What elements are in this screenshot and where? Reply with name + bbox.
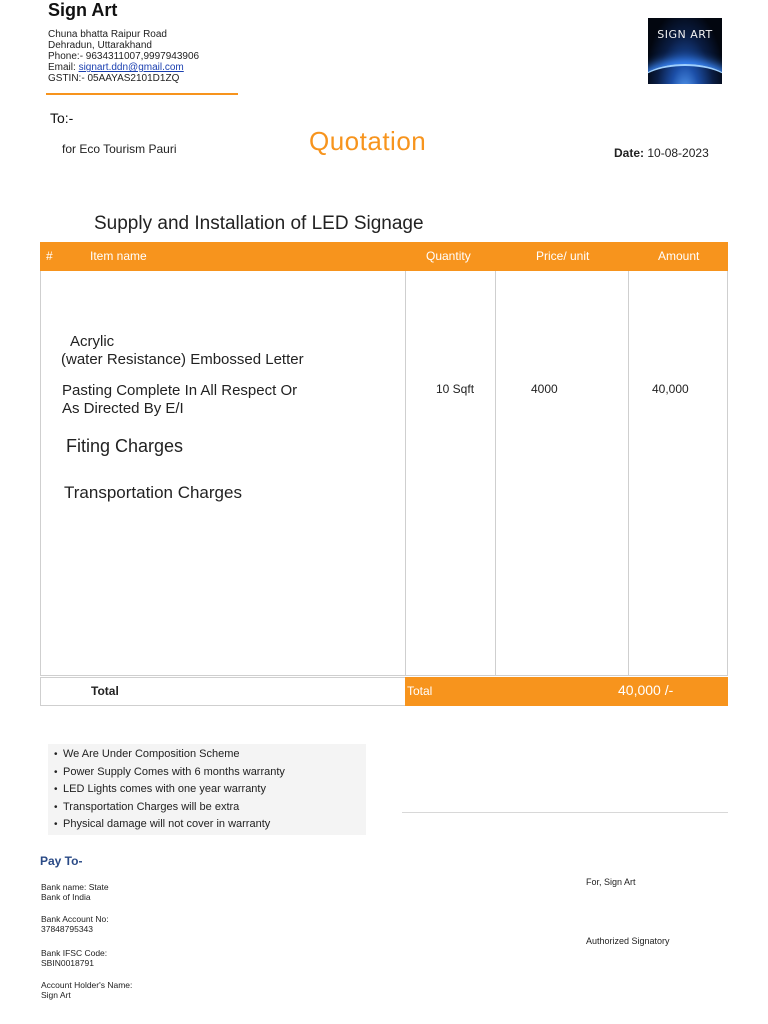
header-amount: Amount <box>658 249 700 263</box>
bank-name-line-1: Bank name: State <box>41 882 109 892</box>
company-email-link[interactable]: signart.ddn@gmail.com <box>78 62 184 73</box>
header-number: # <box>46 249 53 263</box>
item-line-3: Pasting Complete In All Respect Or <box>62 382 298 399</box>
bank-name-line-2: Bank of India <box>41 892 91 902</box>
table-header <box>40 242 728 271</box>
date-label: Date: <box>614 146 645 160</box>
quotation-subject: Supply and Installation of LED Signage <box>94 213 424 234</box>
company-phone: Phone:- 9634311007,9997943906 <box>48 51 200 62</box>
terms-notes <box>48 744 366 835</box>
header-item-name: Item name <box>90 249 147 263</box>
bank-account <box>41 914 161 934</box>
logo-earth-arc <box>648 64 722 84</box>
header-price: Price/ unit <box>536 249 590 263</box>
list-item: • LED Lights comes with one year warranty <box>63 781 366 799</box>
item-line-1: Acrylic <box>70 333 115 350</box>
company-logo <box>648 18 722 84</box>
holder-label: Account Holder's Name: <box>41 980 133 990</box>
company-gstin: GSTIN:- 05AAYAS2101D1ZQ <box>48 73 180 84</box>
ifsc-code: SBIN0018791 <box>41 958 94 968</box>
item-line-2: (water Resistance) Embossed Letter <box>61 351 304 368</box>
pay-to-heading: Pay To- <box>40 854 83 868</box>
total-value: 40,000 /- <box>618 682 674 698</box>
total-right-label: Total <box>407 684 433 698</box>
logo-text: SIGN ART <box>657 28 713 41</box>
item-line-5: Fiting Charges <box>66 436 184 456</box>
address-line-2: Dehradun, Uttarakhand <box>48 40 152 51</box>
date-value: 10-08-2023 <box>647 146 709 160</box>
item-line-4: As Directed By E/I <box>62 400 184 417</box>
bank-name <box>41 882 161 902</box>
ifsc-label: Bank IFSC Code: <box>41 948 108 958</box>
list-item: • Power Supply Comes with 6 months warranty <box>63 764 366 782</box>
total-right-cell <box>405 677 728 706</box>
table-body <box>40 271 728 676</box>
company-address <box>48 29 199 84</box>
cell-price: 4000 <box>531 382 558 396</box>
item-line-6: Transportation Charges <box>64 483 242 502</box>
column-divider-price <box>495 271 496 676</box>
list-item: • Transportation Charges will be extra <box>63 799 366 817</box>
for-company-label: For, Sign Art <box>586 877 636 887</box>
total-row <box>40 677 728 706</box>
address-line-1: Chuna bhatta Raipur Road <box>48 29 167 40</box>
header-quantity: Quantity <box>426 249 471 263</box>
holder-name: Sign Art <box>41 990 71 1000</box>
items-table <box>40 242 728 706</box>
company-email-row <box>48 62 199 73</box>
list-item: • Physical damage will not cover in warranty <box>63 816 366 834</box>
address-divider <box>46 93 238 95</box>
account-holder <box>41 980 161 1000</box>
total-left-label: Total <box>91 684 119 698</box>
terms-list <box>48 744 366 834</box>
column-divider-quantity <box>405 271 406 676</box>
cell-quantity: 10 Sqft <box>436 382 475 396</box>
total-left-cell <box>40 677 406 706</box>
column-divider-amount <box>628 271 629 676</box>
authorized-signatory: Authorized Signatory <box>586 936 670 946</box>
signature-divider <box>402 812 728 813</box>
account-number: 37848795343 <box>41 924 94 934</box>
recipient-label: To:- <box>50 110 74 126</box>
cell-amount: 40,000 <box>652 382 689 396</box>
email-label: Email: <box>48 62 79 73</box>
account-label: Bank Account No: <box>41 914 109 924</box>
company-name: Sign Art <box>48 0 118 20</box>
recipient-name: for Eco Tourism Pauri <box>62 142 177 156</box>
list-item: • We Are Under Composition Scheme <box>63 746 366 764</box>
bank-ifsc <box>41 948 161 968</box>
document-date <box>614 146 709 160</box>
document-title: Quotation <box>309 126 427 156</box>
